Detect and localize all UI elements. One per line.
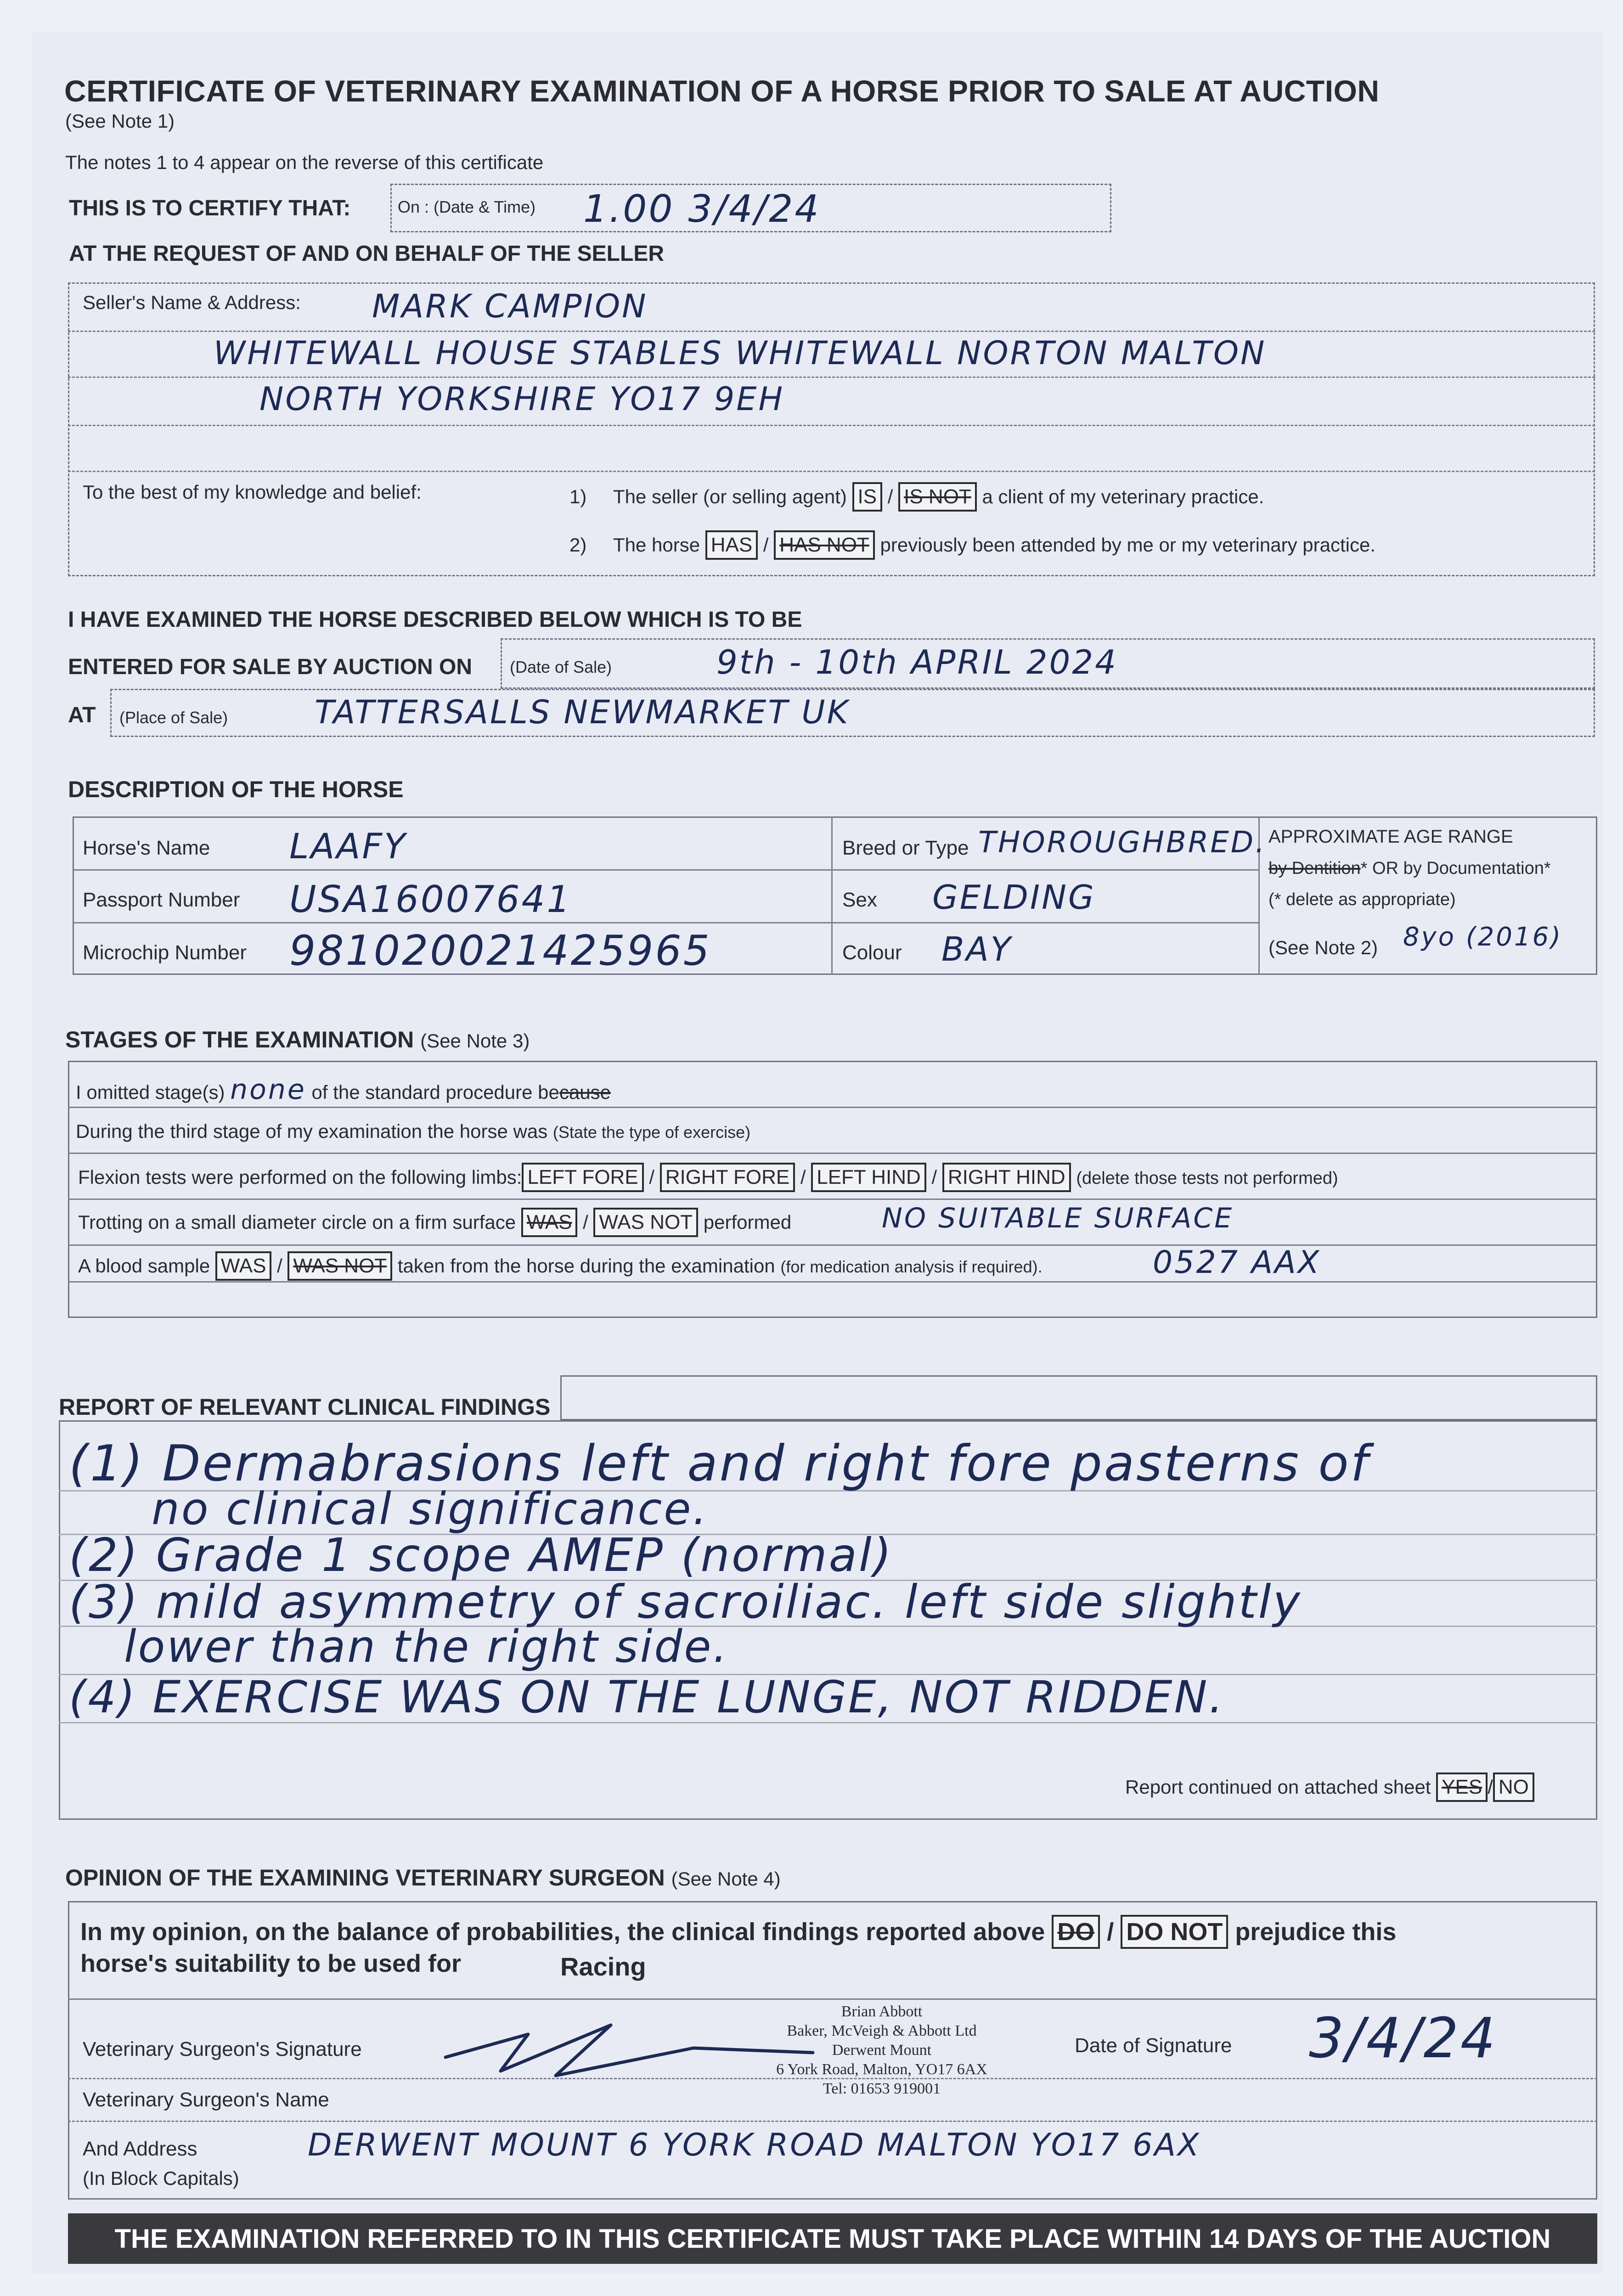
vet-name-label: Veterinary Surgeon's Name xyxy=(83,2088,329,2111)
finding-line-4: (3) mild asymmetry of sacroiliac. left side slightly xyxy=(69,1575,1302,1629)
colour-label: Colour xyxy=(842,941,902,964)
third-stage-line: During the third stage of my examination the horse was (State the type of exercise) xyxy=(76,1120,751,1142)
opinion-do-option[interactable]: DO xyxy=(1052,1915,1100,1949)
age-value: 8yo (2016) xyxy=(1403,922,1563,952)
notes-line: The notes 1 to 4 appear on the reverse of this certificate xyxy=(65,152,544,173)
vet-address-note: (In Block Capitals) xyxy=(83,2167,239,2189)
seller-address-line-2: NORTH YORKSHIRE YO17 9EH xyxy=(259,380,785,418)
opinion-text-line-2: horse's suitability to be used for xyxy=(80,1950,461,1977)
microchip-label: Microchip Number xyxy=(83,941,247,964)
horse-attended-statement: 2) The horse HAS / HAS NOT previously been attended by me or my veterinary practice. xyxy=(569,530,1375,560)
description-heading: DESCRIPTION OF THE HORSE xyxy=(68,777,404,802)
limb-right-hind[interactable]: RIGHT HIND xyxy=(942,1163,1071,1192)
certificate-title: CERTIFICATE OF VETERINARY EXAMINATION OF A HORSE PRIOR TO SALE AT AUCTION xyxy=(64,74,1380,108)
vet-address-label: And Address xyxy=(83,2138,197,2160)
seller-name-label: Seller's Name & Address: xyxy=(83,292,301,313)
breed-label: Breed or Type xyxy=(842,837,969,859)
horse-name-value: LAAFY xyxy=(289,826,407,867)
blood-was-not-option[interactable]: WAS NOT xyxy=(287,1251,392,1281)
footer-bar xyxy=(68,2213,1597,2264)
sale-date-label: (Date of Sale) xyxy=(510,658,612,676)
blood-sample-value: 0527 AAX xyxy=(1153,1244,1321,1281)
request-label: AT THE REQUEST OF AND ON BEHALF OF THE SELLER xyxy=(69,242,664,266)
see-note-1: (See Note 1) xyxy=(65,110,175,132)
opinion-do-not-option[interactable]: DO NOT xyxy=(1121,1915,1228,1949)
examined-label: I HAVE EXAMINED THE HORSE DESCRIBED BELOW WHICH IS TO BE xyxy=(68,608,802,632)
sex-value: GELDING xyxy=(932,878,1096,917)
findings-heading-box xyxy=(560,1375,1597,1420)
age-method: by Dentition* OR by Documentation* xyxy=(1268,859,1551,878)
finding-line-1: (1) Dermabrasions left and right fore pasterns of xyxy=(69,1435,1370,1492)
date-time-value: 1.00 3/4/24 xyxy=(583,187,821,231)
stamp-building: Derwent Mount xyxy=(832,2042,932,2059)
has-option[interactable]: HAS xyxy=(705,530,758,560)
trotting-line: Trotting on a small diameter circle on a firm surface WAS / WAS NOT performed xyxy=(78,1208,791,1237)
age-delete-note: (* delete as appropriate) xyxy=(1268,890,1456,909)
age-range-heading: APPROXIMATE AGE RANGE xyxy=(1268,827,1513,847)
certificate-page xyxy=(32,32,1603,2273)
horse-name-label: Horse's Name xyxy=(83,837,210,859)
sale-place-value: TATTERSALLS NEWMARKET UK xyxy=(315,693,850,731)
stamp-practice: Baker, McVeigh & Abbott Ltd xyxy=(787,2022,977,2039)
blood-sample-line: A blood sample WAS / WAS NOT taken from the horse during the examination (for medication analysis if required). xyxy=(78,1251,1043,1281)
limb-left-hind[interactable]: LEFT HIND xyxy=(811,1163,926,1192)
colour-value: BAY xyxy=(941,930,1013,968)
vet-address-value: DERWENT MOUNT 6 YORK ROAD MALTON YO17 6AX xyxy=(308,2127,1201,2163)
is-not-option[interactable]: IS NOT xyxy=(898,482,977,512)
belief-label: To the best of my knowledge and belief: xyxy=(83,481,422,503)
age-see-note: (See Note 2) xyxy=(1268,937,1378,958)
date-of-signature-value: 3/4/24 xyxy=(1309,2007,1498,2071)
entered-label: ENTERED FOR SALE BY AUCTION ON xyxy=(68,655,473,679)
finding-line-3: (2) Grade 1 scope AMEP (normal) xyxy=(69,1528,893,1582)
seller-address-line-1: WHITEWALL HOUSE STABLES WHITEWALL NORTON MALTON xyxy=(214,334,1267,372)
stamp-name: Brian Abbott xyxy=(841,2003,923,2020)
opinion-heading: OPINION OF THE EXAMINING VETERINARY SURGEON (See Note 4) xyxy=(65,1865,781,1891)
trot-was-option[interactable]: WAS xyxy=(521,1208,578,1237)
microchip-value: 981020021425965 xyxy=(289,927,711,975)
footer-text: THE EXAMINATION REFERRED TO IN THIS CERTIFICATE MUST TAKE PLACE WITHIN 14 DAYS OF THE AUCTION xyxy=(114,2223,1551,2254)
finding-line-6: (4) EXERCISE WAS ON THE LUNGE, NOT RIDDEN. xyxy=(69,1671,1225,1723)
at-label: AT xyxy=(68,703,96,727)
date-time-label: On : (Date & Time) xyxy=(398,197,536,216)
omitted-stages-value: none xyxy=(230,1074,306,1106)
seller-client-statement: 1) The seller (or selling agent) IS / IS NOT a client of my veterinary practice. xyxy=(569,482,1264,512)
blood-was-option[interactable]: WAS xyxy=(215,1251,272,1281)
stamp-phone: Tel: 01653 919001 xyxy=(823,2080,941,2097)
passport-value: USA16007641 xyxy=(289,878,572,921)
continued-yes-option[interactable]: YES xyxy=(1436,1773,1488,1802)
has-not-option[interactable]: HAS NOT xyxy=(774,530,875,560)
report-continued-line: Report continued on attached sheet YES / NO xyxy=(1125,1773,1534,1802)
stamp-address: 6 York Road, Malton, YO17 6AX xyxy=(776,2061,987,2078)
limb-right-fore[interactable]: RIGHT FORE xyxy=(660,1163,795,1192)
continued-no-option[interactable]: NO xyxy=(1493,1773,1534,1802)
opinion-text-line-1: In my opinion, on the balance of probabilities, the clinical findings reported above DO / DO NOT prejudice this xyxy=(80,1915,1396,1949)
is-option[interactable]: IS xyxy=(852,482,883,512)
flexion-line: Flexion tests were performed on the following limbs: LEFT FORE / RIGHT FORE / LEFT HIND / RIGHT HIND (delete those tests not performed) xyxy=(78,1163,1338,1192)
date-of-signature-label: Date of Signature xyxy=(1075,2034,1232,2057)
certify-label: THIS IS TO CERTIFY THAT: xyxy=(69,196,351,220)
passport-label: Passport Number xyxy=(83,889,240,911)
stages-heading: STAGES OF THE EXAMINATION (See Note 3) xyxy=(65,1027,530,1052)
opinion-purpose: Racing xyxy=(560,1952,646,1981)
sale-place-label: (Place of Sale) xyxy=(119,708,228,727)
trot-was-not-option[interactable]: WAS NOT xyxy=(593,1208,698,1237)
findings-heading: REPORT OF RELEVANT CLINICAL FINDINGS xyxy=(59,1394,551,1420)
vet-stamp xyxy=(712,2002,1052,2099)
seller-name: MARK CAMPION xyxy=(372,287,648,325)
sex-label: Sex xyxy=(842,889,877,911)
breed-value: THOROUGHBRED. xyxy=(978,826,1267,860)
signature-label: Veterinary Surgeon's Signature xyxy=(83,2038,362,2060)
sale-date-value: 9th - 10th APRIL 2024 xyxy=(716,643,1118,681)
limb-left-fore[interactable]: LEFT FORE xyxy=(522,1163,643,1192)
trot-value: NO SUITABLE SURFACE xyxy=(882,1202,1234,1234)
finding-line-5: lower than the right side. xyxy=(124,1621,729,1672)
finding-line-2: no clinical significance. xyxy=(152,1483,709,1535)
omitted-stages-line: I omitted stage(s) none of the standard procedure because xyxy=(76,1074,611,1106)
